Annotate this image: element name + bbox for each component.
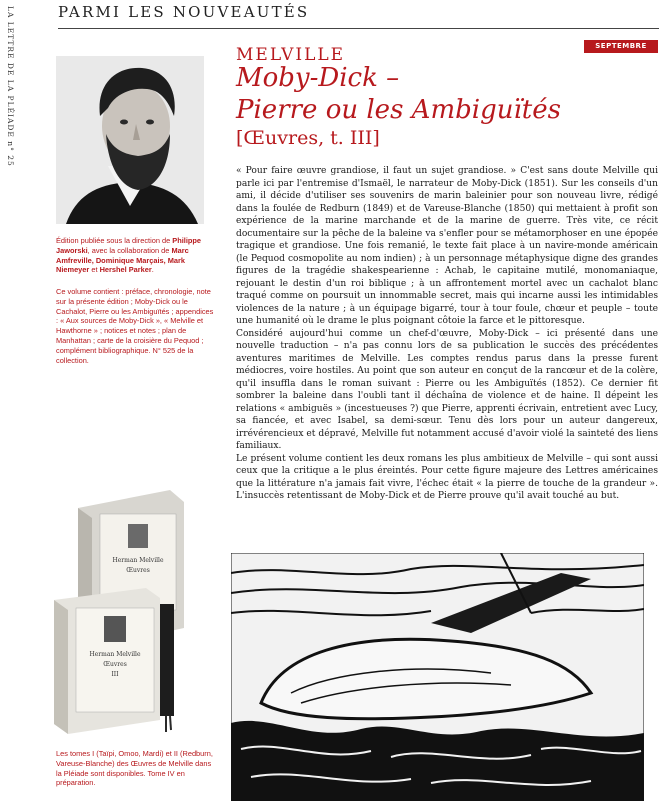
book-title-line2: Pierre ou les Ambiguïtés [236,95,561,125]
front-book-title: Œuvres [103,661,127,668]
article-body [236,165,658,503]
edition-last-collaborator: Hershel Parker [99,265,152,275]
back-book-author: Herman Melville [112,557,164,564]
section-title: PARMI LES NOUVEAUTÉS [58,3,310,21]
author-portrait [56,56,204,224]
book-subtitle: [Œuvres, t. III] [236,127,380,149]
vertical-label-text: LA LETTRE DE LA PLÉIADE n° 25 [6,6,15,167]
edition-joiner: et [89,265,100,275]
header-rule [58,28,659,29]
edition-prefix: Édition publiée sous la direction de [56,236,173,245]
month-badge: SEPTEMBRE [584,40,658,53]
book-author: MELVILLE [236,45,346,65]
body-paragraph-2: Considéré aujourd'hui comme un chef-d'œuvre, Moby-Dick – ici présenté dans une nouvelle traduction – n'a pas connu lors de sa publication le succès des précédentes aventures maritimes de Melville. Les comptes rendus parus dans la presse furent médiocres, voire hostiles. Au point que son auteur en conçut de la rancœur et de la colère, qu'il insuffla dans le roman suivant : Pierre ou les Ambiguïtés (1852). Ce dernier fit sombrer la baleine dans l'oubli tant il déchaîna de violence et de haine. Il dépeint les relations « ambiguës » (incestueuses ?) que Pierre, apprenti écrivain, entretient avec Lucy, sa fiancée, et avec Isabel, sa demi-sœur. Tenu dès lors pour un auteur dangereux, irrévérencieux et dépravé, Melville fut notamment accusé d'avoir violé la sainteté des liens familiaux. [236,328,658,451]
body-paragraph-3: Le présent volume contient les deux romans les plus ambitieux de Melville – qui sont aussi ceux que la critique a le plus éreintés. Pour cette figure majeure des Lettres américaines que la littérature n'a jamais fait vivre, l'échec était « la pierre de touche de la grandeur ». L'insuccès retentissant de Moby-Dick et de Pierre prouve qu'il avait touché au but. [236,453,658,501]
whale-illustration [231,553,644,801]
body-paragraph-1: « Pour faire œuvre grandiose, il faut un sujet grandiose. » C'est sans doute Melville qui parle ici par l'entremise d'Ismaël, le narrateur de Moby-Dick (1851). Sur les conseils d'un ami, il décide d'utiliser ses souvenirs de marin baleinier pour son nouveau livre, rédigé dans la foulée de Redburn (1849) et de Vareuse-Blanche (1850) qui mettaient à profit son expérience de la marine marchande et de la marine de guerre. Très vite, ce récit documentaire sur la pêche de la baleine va s'enfler pour se métamorphoser en une épopée tragique et grandiose. Une fois remanié, le texte fait place à un navire-monde américain (le Pequod cosmopolite au nom indien) ; à un personnage métaphysique digne des grandes figures de la tragédie shakespearienne : Achab, le capitaine mutilé, monomaniaque, rejouant le destin d'un roi biblique ; à un affrontement mortel avec un cachalot blanc traqué comme on poursuit un innommable secret, mais qui incarne aussi les intimidables violences de la nature ; à un équipage bigarré, tour à tour foule, chœur et peuple – toute une humanité où le drame le plus poignant côtoie la farce et le pittoresque. [236,166,658,326]
book-volumes-image [52,478,212,736]
portrait-illustration [56,56,204,224]
contents-caption: Ce volume contient : préface, chronologie, note sur la présente édition ; Moby-Dick ou le Cachalot, Pierre ou les Ambiguïtés ; appendices : « Aux sources de Moby-Dick », « Melville et Hawthorne » ; notices et notes ; plan de Manhattan ; carte de la croisière du Pequod ; complément bibliographique. N° 525 de la collection. [56,287,214,365]
front-book-volume: III [111,671,119,678]
vertical-page-label [3,6,17,306]
edition-suffix: . [151,265,154,275]
books-illustration [52,478,212,736]
whale-engraving [231,553,644,801]
book-title-line1: Moby-Dick – [236,63,400,93]
edition-caption [56,236,216,275]
front-book-author: Herman Melville [89,651,141,658]
edition-director: Philippe Jaworski [56,236,202,255]
back-book-title: Œuvres [126,567,150,574]
tomes-caption: Les tomes I (Taïpi, Omoo, Mardi) et II (Redburn, Vareuse-Blanche) des Œuvres de Melville dans la Pléiade sont disponibles. Tome IV en préparation. [56,749,213,788]
edition-collaborators: Marc Amfreville, Dominique Marçais, Mark Niemeyer [56,245,189,275]
edition-middle: , avec la collaboration de [87,245,172,255]
